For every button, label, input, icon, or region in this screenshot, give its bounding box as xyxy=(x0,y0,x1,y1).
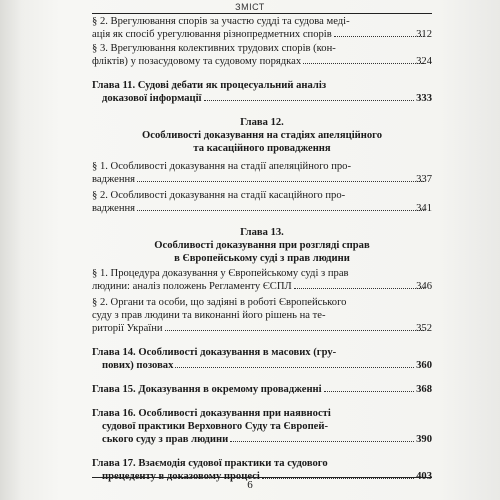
toc-entry-text: пових) позовах xyxy=(102,360,174,371)
dot-leader xyxy=(165,330,425,331)
page-ref: 333 xyxy=(416,93,432,104)
page-ref: 360 xyxy=(416,360,432,371)
toc-chapter-11 xyxy=(92,79,432,105)
dot-leader xyxy=(204,100,415,101)
running-header: ЗМІСТ xyxy=(235,2,265,12)
toc-entry-text: § 2. Органи та особи, що задіяні в роботі Європейського xyxy=(92,297,347,308)
toc-entry-text: § 1. Особливості доказування на стадії апеляційного про- xyxy=(92,161,352,172)
toc-entry-text: Глава 17. Взаємодія судової практики та судового xyxy=(92,458,328,469)
toc-entry-text: судової практики Верховного Суду та Європей- xyxy=(102,421,329,432)
toc-chapter-15 xyxy=(92,383,432,396)
page-ref: 324 xyxy=(416,56,432,67)
table-of-contents xyxy=(92,12,432,483)
page-ref: 312 xyxy=(416,29,432,40)
dot-leader xyxy=(137,181,424,182)
page-ref: 352 xyxy=(416,323,432,334)
toc-entry-text: Глава 11. Судові дебати як процесуальний аналіз xyxy=(92,80,327,91)
page-ref: 346 xyxy=(416,281,432,292)
toc-entry-text: доказової інформації xyxy=(102,93,202,104)
toc-entry-10-3 xyxy=(92,42,432,68)
toc-entry-text: Глава 14. Особливості доказування в масових (гру- xyxy=(92,347,337,358)
toc-chapter-14 xyxy=(92,346,432,372)
page-ref: 368 xyxy=(416,384,432,395)
chapter-number: Глава 12. xyxy=(240,117,284,128)
dot-leader xyxy=(175,367,414,368)
chapter-title: Особливості доказування на стадіях апеляційного xyxy=(142,130,382,141)
dot-leader xyxy=(230,441,414,442)
toc-entry-text: вадження xyxy=(92,203,136,214)
toc-entry-text: ація як спосіб урегулювання різнопредметних спорів xyxy=(92,29,332,40)
toc-entry-13-2 xyxy=(92,296,432,335)
toc-entry-text: § 2. Врегулювання спорів за участю судді та судова меді- xyxy=(92,16,350,27)
toc-chapter-13-heading xyxy=(92,226,432,265)
toc-entry-text: Глава 15. Доказування в окремому провадженні xyxy=(92,384,322,395)
toc-entry-text: § 2. Особливості доказування на стадії касаційного про- xyxy=(92,190,346,201)
toc-entry-text: § 3. Врегулювання колективних трудових спорів (кон- xyxy=(92,43,336,54)
toc-entry-text: людини: аналіз положень Регламенту ЄСПЛ xyxy=(92,281,292,292)
chapter-title: Особливості доказування при розгляді справ xyxy=(154,240,370,251)
toc-chapter-12-heading xyxy=(92,116,432,155)
toc-entry-text: ського суду з прав людини xyxy=(102,434,229,445)
toc-entry-10-2 xyxy=(92,15,432,41)
page-ref: 390 xyxy=(416,434,432,445)
toc-chapter-16 xyxy=(92,407,432,446)
toc-entry-text: суду з прав людини та виконанні його рішень на те- xyxy=(92,310,326,321)
chapter-number: Глава 13. xyxy=(240,227,284,238)
toc-entry-text: фліктів) у позасудовому та судовому порядках xyxy=(92,56,302,67)
chapter-title: в Європейському суді з прав людини xyxy=(174,253,350,264)
page-number: 6 xyxy=(247,479,253,491)
toc-entry-text: Глава 16. Особливості доказування при наявності xyxy=(92,408,331,419)
dot-leader xyxy=(294,288,424,289)
footer-rule xyxy=(92,477,432,478)
toc-entry-text: риторії України xyxy=(92,323,163,334)
dot-leader xyxy=(324,391,415,392)
chapter-title: та касаційного провадження xyxy=(193,143,331,154)
toc-entry-text: § 1. Процедура доказування у Європейському суді з прав xyxy=(92,268,349,279)
dot-leader xyxy=(334,36,424,37)
page-ref: 403 xyxy=(416,471,432,482)
toc-entry-12-1 xyxy=(92,160,432,186)
dot-leader xyxy=(137,210,424,211)
toc-entry-13-1 xyxy=(92,267,432,293)
page-ref: 337 xyxy=(416,174,432,185)
toc-entry-text: прецеденту в доказовому процесі xyxy=(102,471,260,482)
dot-leader xyxy=(303,63,424,64)
toc-entry-text: вадження xyxy=(92,174,136,185)
toc-entry-12-2 xyxy=(92,189,432,215)
page-ref: 341 xyxy=(416,203,432,214)
